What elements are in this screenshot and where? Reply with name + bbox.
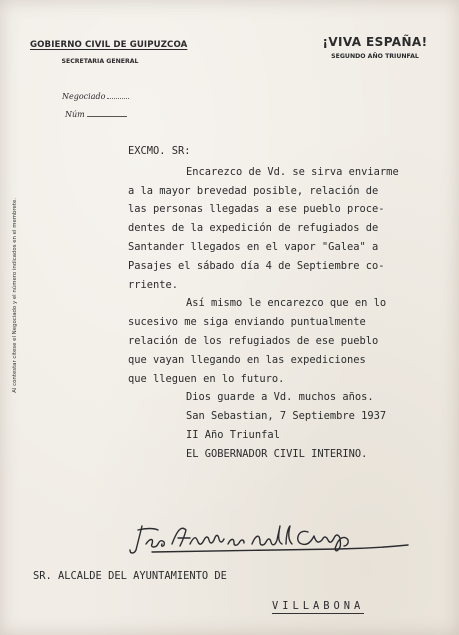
motto-subtitle: SEGUNDO AÑO TRIUNFAL [331, 53, 419, 60]
body-line: Así mismo le encarezco que en lo [186, 297, 387, 310]
body-line: Encarezco de Vd. se sirva enviarme [186, 165, 399, 178]
letterhead-left [30, 40, 188, 65]
body-line: Pasajes el sábado día 4 de Septiembre co- [128, 259, 385, 272]
body-line: relación de los refugiados de ese pueblo [128, 334, 379, 347]
motto: ¡VIVA ESPAÑA! [322, 35, 428, 49]
body-line: a la mayor brevedad posible, relación de [128, 184, 379, 197]
num-blank [87, 116, 127, 117]
body-line: las personas llegadas a ese pueblo proce- [128, 203, 385, 216]
negociado-label: Negociado [62, 92, 106, 101]
body-line: rriente. [128, 278, 179, 291]
closing-line: Dios guarde a Vd. muchos años. [186, 391, 374, 404]
body-line: que lleguen en lo futuro. [128, 372, 285, 385]
negociado-blank [107, 98, 129, 99]
era-line: II Año Triunfal [186, 428, 280, 441]
handwritten-signature [128, 520, 428, 556]
town-name: VILLABONA [272, 600, 365, 612]
body-line: sucesivo me siga enviando puntualmente [128, 316, 366, 329]
negociado-field [62, 92, 129, 101]
organization-name: GOBIERNO CIVIL DE GUIPUZCOA [30, 40, 188, 50]
letterhead-right [300, 35, 450, 60]
body-line: dentes de la expedición de refugiados de [128, 222, 379, 235]
recipient: SR. ALCALDE DEL AYUNTAMIENTO DE [33, 570, 227, 582]
body-line: que vayan llegando en las expediciones [128, 353, 366, 366]
num-field [65, 110, 127, 119]
letter-body [128, 142, 448, 464]
side-note-text: Al contestar citese el Negociado y el número indicados en el membrete. [12, 197, 18, 393]
side-note [8, 160, 22, 430]
signatory-title: EL GOBERNADOR CIVIL INTERINO. [186, 447, 368, 460]
num-label: Núm [65, 110, 85, 119]
salutation: EXCMO. SR: [128, 145, 191, 157]
department-name: SECRETARIA GENERAL [61, 58, 139, 65]
body-line: Santander llegados en el vapor "Galea" a [128, 240, 379, 253]
date-line: San Sebastian, 7 Septiembre 1937 [186, 410, 387, 423]
